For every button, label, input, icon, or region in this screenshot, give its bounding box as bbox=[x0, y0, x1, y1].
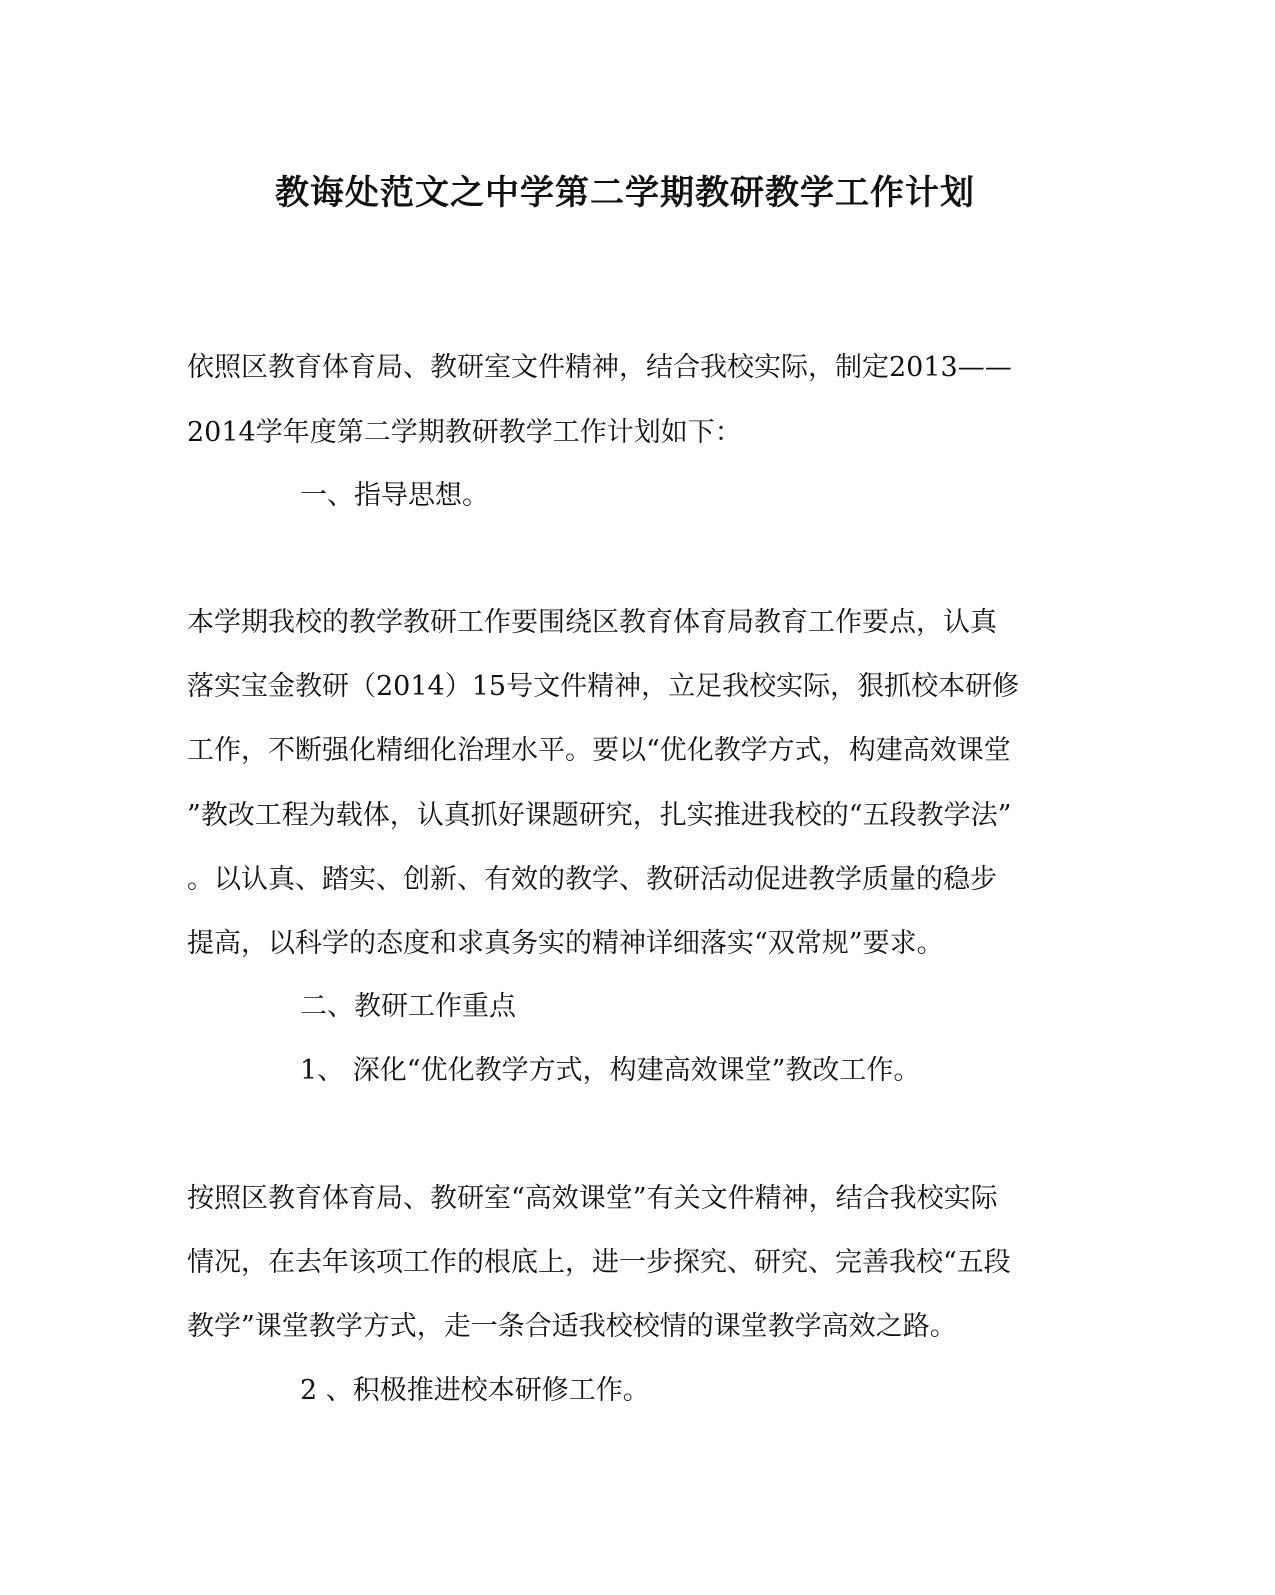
item1-line-1: 按照区教育体育局、教研室“高效课堂”有关文件精神，结合我校实际 bbox=[187, 1183, 998, 1214]
section1-line-4: ”教改工程为载体，认真抓好课题研究，扎实推进我校的“五段教学法” bbox=[187, 800, 1012, 831]
item1-line-2: 情况，在去年该项工作的根底上，进一步探究、研究、完善我校“五段 bbox=[187, 1247, 1011, 1278]
section1-line-1: 本学期我校的教学教研工作要围绕区教育体育局教育工作要点，认真 bbox=[187, 607, 997, 638]
section1-line-5: 。以认真、踏实、创新、有效的教学、教研活动促进教学质量的稳步 bbox=[187, 864, 997, 895]
section1-line-6: 提高，以科学的态度和求真务实的精神详细落实“双常规”要求。 bbox=[187, 928, 944, 959]
item-2-heading: 2 、积极推进校本研修工作。 bbox=[300, 1375, 650, 1406]
heading-research-focus: 二、教研工作重点 bbox=[300, 991, 516, 1022]
section1-line-3: 工作，不断强化精细化治理水平。要以“优化教学方式，构建高效课堂 bbox=[187, 735, 1011, 766]
section1-line-2: 落实宝金教研（2014）15号文件精神，立足我校实际，狠抓校本研修 bbox=[187, 671, 1020, 702]
item-1-heading: 1、 深化“优化教学方式，构建高效课堂”教改工作。 bbox=[300, 1055, 921, 1086]
heading-guiding-thought: 一、指导思想。 bbox=[300, 480, 489, 511]
document-title: 教诲处范文之中学第二学期教研教学工作计划 bbox=[275, 173, 975, 213]
intro-line-2: 2014学年度第二学期教研教学工作计划如下： bbox=[187, 417, 742, 448]
intro-line-1: 依照区教育体育局、教研室文件精神，结合我校实际，制定2013—— bbox=[187, 352, 1012, 383]
item1-line-3: 教学”课堂教学方式，走一条合适我校校情的课堂教学高效之路。 bbox=[187, 1311, 957, 1342]
